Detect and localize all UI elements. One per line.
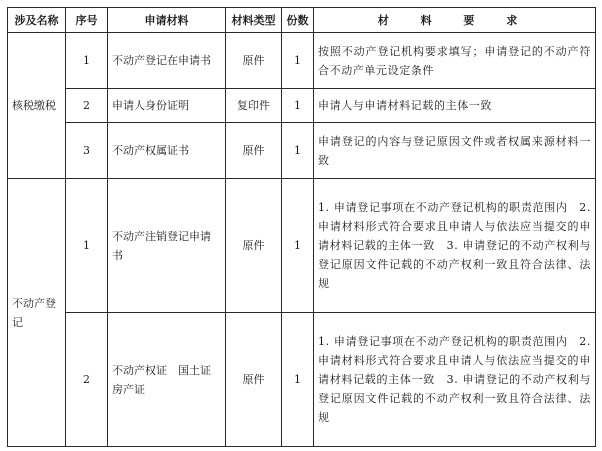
cell-copies: 1 (282, 33, 314, 89)
header-seq: 序号 (66, 8, 108, 33)
table-row (8, 89, 596, 123)
cell-copies: 1 (282, 123, 314, 179)
cell-copies: 1 (282, 89, 314, 123)
cell-seq: 3 (66, 123, 108, 179)
cell-material: 不动产权属证书 (108, 123, 226, 179)
header-material: 申请材料 (108, 8, 226, 33)
cell-requirement: 申请登记的内容与登记原因文件或者权属来源材料一致 (314, 123, 596, 179)
group-name-registration: 不动产登记 (8, 179, 66, 447)
cell-material: 不动产权证 国土证 房产证 (108, 313, 226, 447)
cell-requirement: 申请人与申请材料记载的主体一致 (314, 89, 596, 123)
cell-seq: 2 (66, 313, 108, 447)
cell-seq: 1 (66, 33, 108, 89)
header-scope: 涉及名称 (8, 8, 66, 33)
cell-copies: 1 (282, 179, 314, 313)
cell-type: 原件 (226, 123, 282, 179)
header-copies: 份数 (282, 8, 314, 33)
header-requirement: 材 料 要 求 (314, 8, 596, 33)
group-name-tax: 核税缴税 (8, 33, 66, 179)
table-row (8, 33, 596, 89)
cell-requirement: 1. 申请登记事项在不动产登记机构的职责范围内 2. 申请材料形式符合要求且申请人与依法应当提交的申请材料记载的主体一致 3. 申请登记的不动产权利与登记原因文件记载的不动产权利一致且符合法律、法规 (314, 313, 596, 447)
cell-type: 原件 (226, 179, 282, 313)
cell-type: 原件 (226, 33, 282, 89)
cell-seq: 1 (66, 179, 108, 313)
cell-requirement: 1. 申请登记事项在不动产登记机构的职责范围内 2. 申请材料形式符合要求且申请人与依法应当提交的申请材料记载的主体一致 3. 申请登记的不动产权利与登记原因文件记载的不动产权利一致且符合法律、法规 (314, 179, 596, 313)
cell-type: 复印件 (226, 89, 282, 123)
cell-material: 不动产注销登记申请书 (108, 179, 226, 313)
cell-material: 申请人身份证明 (108, 89, 226, 123)
cell-requirement: 按照不动产登记机构要求填写；申请登记的不动产符合不动产单元设定条件 (314, 33, 596, 89)
table-row (8, 313, 596, 447)
cell-material: 不动产登记在申请书 (108, 33, 226, 89)
cell-type: 原件 (226, 313, 282, 447)
table-row (8, 179, 596, 313)
header-type: 材料类型 (226, 8, 282, 33)
materials-table-container (7, 7, 596, 447)
cell-copies: 1 (282, 313, 314, 447)
materials-table (7, 7, 596, 447)
table-row (8, 123, 596, 179)
header-row (8, 8, 596, 33)
cell-seq: 2 (66, 89, 108, 123)
